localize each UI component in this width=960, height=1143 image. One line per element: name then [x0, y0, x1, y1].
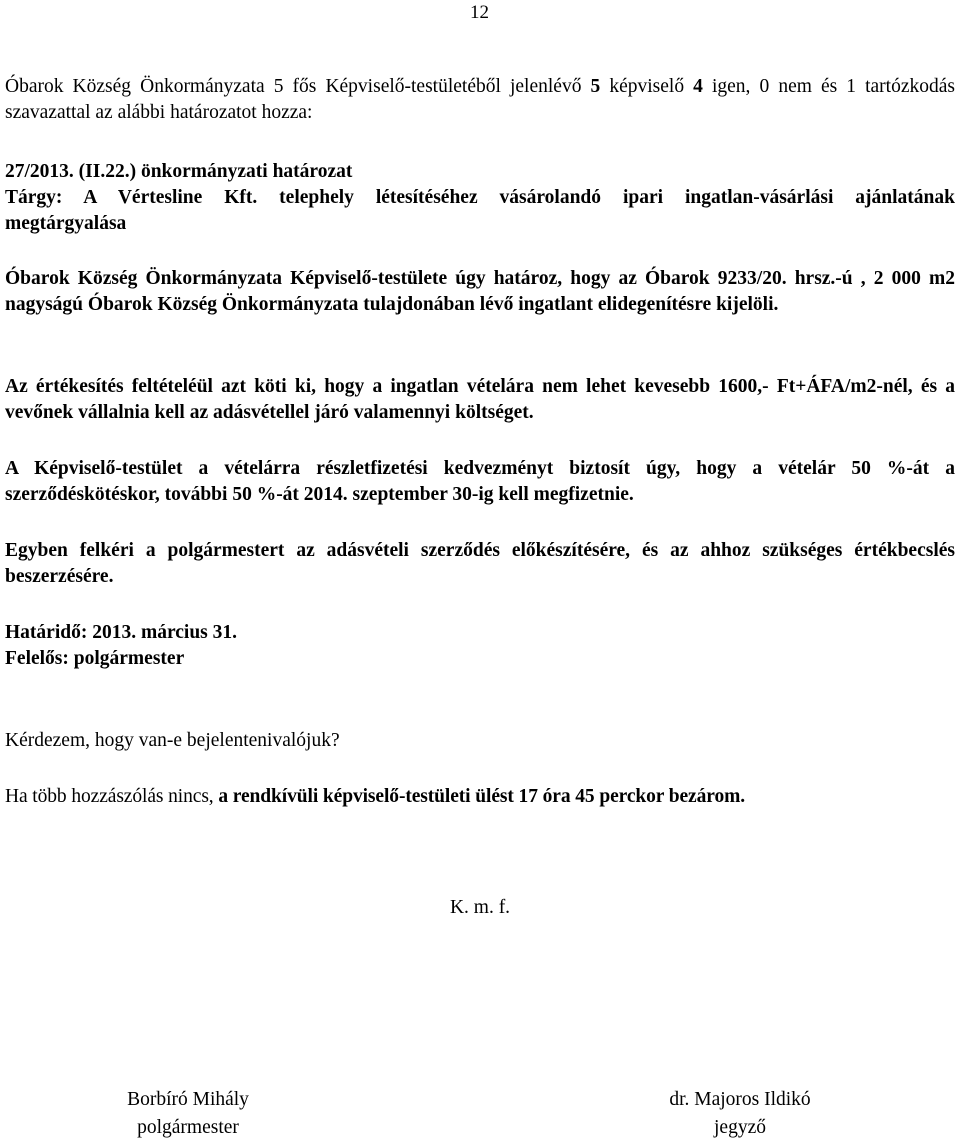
intro-text-2: képviselő [600, 76, 694, 97]
responsible: Felelős: polgármester [5, 648, 185, 669]
intro-text-1: Óbarok Község Önkormányzata 5 fős Képviselő-testületéből jelenlévő [5, 76, 591, 97]
closing-plain: Ha több hozzászólás nincs, [5, 786, 219, 807]
yes-votes: 4 [693, 76, 703, 97]
intro-text-3: igen, 0 nem és 1 tartózkodás szavazattal az alábbi határozatot hozza: [5, 76, 955, 123]
resolution-subject: Tárgy: A Vértesline Kft. telephely létesítéséhez vásárolandó ipari ingatlan-vásárlási ajánlatának megtárgyalása [5, 187, 955, 234]
closing-bold: a rendkívüli képviselő-testületi ülést 17 óra 45 perckor bezárom. [218, 786, 746, 807]
resolution-paragraph-4: Egyben felkéri a polgármestert az adásvételi szerződés előkészítésére, és az ahhoz szükséges értékbecslés beszerzésére. [5, 540, 955, 587]
mayor-title: polgármester [137, 1117, 239, 1138]
deadline: Határidő: 2013. március 31. [5, 622, 238, 643]
resolution-paragraph-3: A Képviselő-testület a vételárra részletfizetési kedvezményt biztosít úgy, hogy a vételár 50 %-át a szerződéskötéskor, további 50 %-át 2014. szeptember 30-ig kell megfizetnie. [5, 458, 955, 505]
present-count: 5 [590, 76, 601, 97]
kmf: K. m. f. [449, 897, 511, 918]
mayor-name: Borbíró Mihály [127, 1089, 249, 1110]
intro-paragraph [5, 74, 955, 126]
question: Kérdezem, hogy van-e bejelentenivalójuk? [5, 730, 340, 751]
resolution-number: 27/2013. (II.22.) önkormányzati határozat [5, 161, 353, 182]
notary-title: jegyző [714, 1117, 766, 1138]
page-number: 12 [470, 2, 489, 23]
signature-right [620, 1086, 860, 1142]
notary-name: dr. Majoros Ildikó [669, 1089, 811, 1110]
closing-sentence [5, 784, 955, 810]
resolution-paragraph-1: Óbarok Község Önkormányzata Képviselő-testülete úgy határoz, hogy az Óbarok 9233/20. hrsz.-ú , 2 000 m2 nagyságú Óbarok Község Önkormányzata tulajdonában lévő ingatlant elidegenítésre kijelöli. [5, 268, 955, 315]
signature-left [68, 1086, 308, 1142]
resolution-paragraph-2: Az értékesítés feltételéül azt köti ki, hogy a ingatlan vételára nem lehet kevesebb 1600,- Ft+ÁFA/m2-nél, és a vevőnek vállalnia kell az adásvétellel járó valamennyi költséget. [5, 376, 955, 423]
